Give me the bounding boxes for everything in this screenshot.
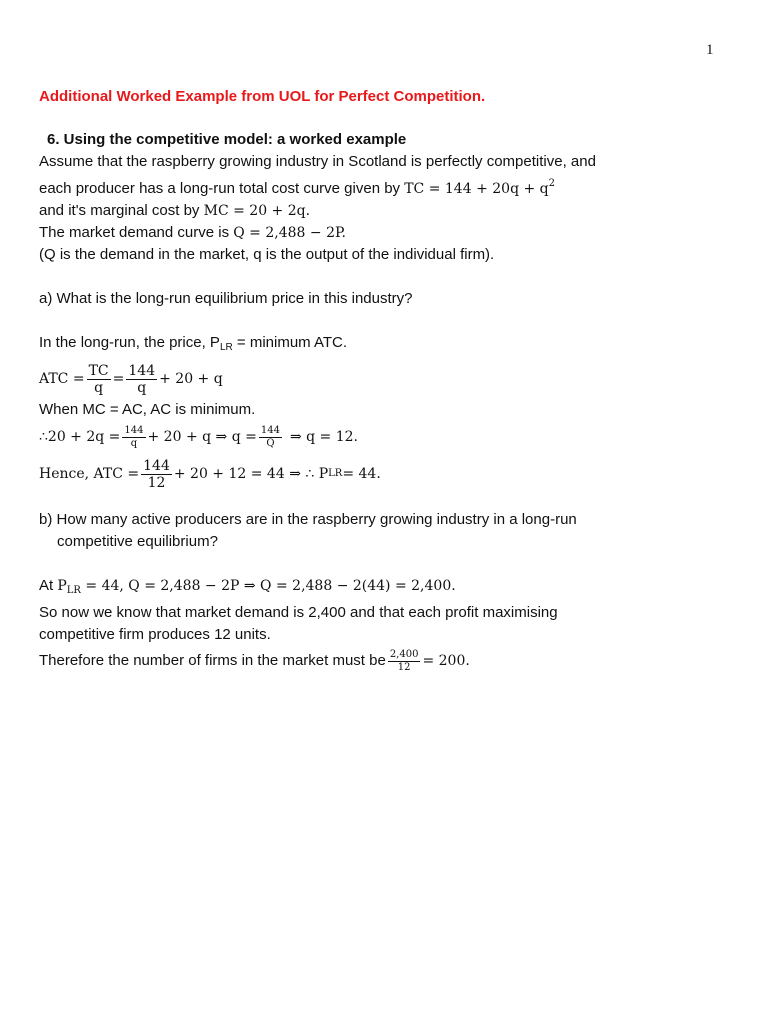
intro-line-5: (Q is the demand in the market, q is the output of the individual firm). <box>39 246 495 263</box>
144-over-12-fraction: $\frac{144}{12}$ <box>143 457 170 491</box>
page-number: 1 <box>706 42 714 58</box>
tc-formula: TC = 144 + 20q + q <box>404 181 549 197</box>
therefore-fraction-2: $\frac{144}{Q}$ <box>260 424 280 449</box>
answer-a-line-1: In the long-run, the price, $P_{LR}$ = minimum ATC. <box>39 334 348 353</box>
firms-fraction: $\frac{2,400}{12}$ <box>389 648 419 673</box>
question-b-line-2: competitive equilibrium? <box>57 533 218 550</box>
section-heading: 6. Using the competitive model: a worked example <box>47 131 407 148</box>
answer-b-line-4: Therefore the number of firms in the market must be $\frac{2,400}{12}$ = 200. <box>39 648 470 673</box>
intro-line-1: Assume that the raspberry growing industry in Scotland is perfectly competitive, and <box>39 153 596 170</box>
answer-b-line-2: So now we know that market demand is 2,400 and that each profit maximising <box>39 604 558 621</box>
144-over-q-fraction: $\frac{144}{q}$ <box>128 362 156 396</box>
therefore-fraction-1: $\frac{144}{q}$ <box>124 424 144 449</box>
therefore-equation: ∴20 + 2q = $\frac{144}{q}$ + 20 + q ⇒ q = $\frac{144}{Q}$ ⇒ q = 12. <box>39 424 359 449</box>
atc-equation: ATC = $\frac{TC}{q}$ = $\frac{144}{q}$ + 20 + q <box>39 362 223 396</box>
hence-equation: Hence, ATC = $\frac{144}{12}$ + 20 + 12 = 44 ⇒ ∴ P LR = 44. <box>39 457 381 491</box>
document-body <box>39 86 729 676</box>
intro-line-4: The market demand curve is Q = 2,488 − 2P. <box>39 224 347 241</box>
intro-line-2: each producer has a long-run total cost curve given by TC = $144 + 20q + q^2$ <box>39 178 555 197</box>
document-title: Additional Worked Example from UOL for Perfect Competition. <box>39 88 486 105</box>
tc-over-q-fraction: $\frac{TC}{q}$ <box>88 362 109 396</box>
mc-formula: MC = 20 + 2q. <box>203 203 311 219</box>
when-line: When MC = AC, AC is minimum. <box>39 401 256 418</box>
question-b-line-1: b) How many active producers are in the raspberry growing industry in a long-run <box>39 511 577 528</box>
answer-b-line-3: competitive firm produces 12 units. <box>39 626 271 643</box>
demand-formula: Q = 2,488 − 2P. <box>233 225 347 241</box>
question-a: a) What is the long-run equilibrium price in this industry? <box>39 290 413 307</box>
intro-line-3: and it's marginal cost by MC = 20 + 2q. <box>39 202 311 219</box>
answer-b-line-1: At $P_{LR} = 44$, Q = 2,488 − 2P ⇒ Q = 2,488 − 2(44) = 2,400. <box>39 577 456 596</box>
